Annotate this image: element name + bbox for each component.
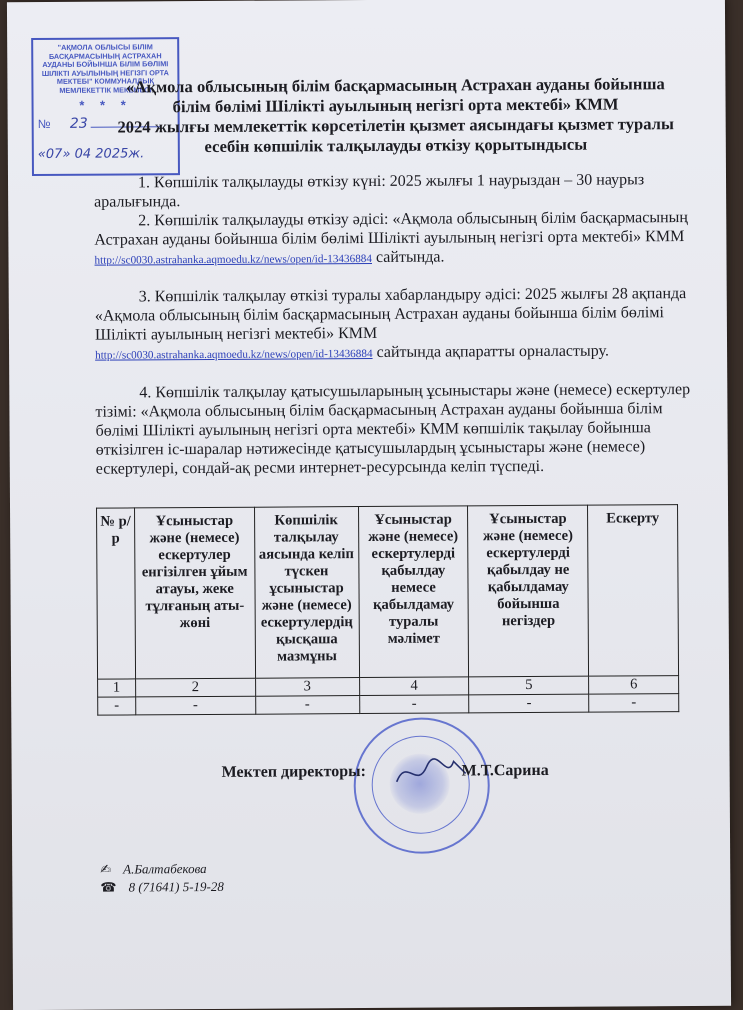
phone-icon: ☎ bbox=[100, 880, 117, 896]
table-cell: 2 bbox=[135, 678, 255, 697]
document-title bbox=[85, 74, 705, 158]
pen-icon: ✍ bbox=[100, 862, 112, 878]
signature-scribble-icon bbox=[392, 751, 472, 791]
table-cell: 3 bbox=[255, 678, 359, 697]
table-cell: - bbox=[136, 696, 256, 715]
stamp-stars: * * * bbox=[79, 97, 132, 113]
table-cell: - bbox=[98, 697, 136, 715]
paragraph-2-tail: сайтында. bbox=[371, 248, 445, 266]
table-header: Ұсыныстар және (немесе) ескертулерді қабылдау немесе қабылдамау туралы мәлімет bbox=[358, 506, 469, 678]
table-header: Ұсыныстар және (немесе) ескертулерді қабылдау не қабылдамау бойынша негіздер bbox=[468, 505, 589, 677]
title-line-2: білім бөлімі Шілікті ауылының негізгі орта мектебі» КММ bbox=[172, 94, 619, 117]
paragraph-3 bbox=[95, 284, 705, 366]
document-page bbox=[7, 0, 731, 1010]
signature-block bbox=[221, 761, 549, 782]
signature-label: Мектеп директоры: bbox=[221, 763, 366, 781]
footer-phone bbox=[100, 879, 224, 896]
paragraph-2 bbox=[94, 208, 704, 271]
paragraph-2-link[interactable]: http://sc0030.astrahanka.aqmoedu.kz/news/open/id-13436884 bbox=[94, 252, 373, 267]
paragraph-3-tail: сайтында ақпаратты орналастыру. bbox=[372, 342, 609, 361]
table-cell: - bbox=[359, 695, 469, 714]
paragraph-3-link[interactable]: http://sc0030.astrahanka.aqmoedu.kz/news/open/id-13436884 bbox=[95, 347, 373, 362]
table-cell: 5 bbox=[469, 676, 589, 695]
title-line-3: 2024 жылғы мемлекеттік көрсетілетін қызмет аясындағы қызмет туралы bbox=[117, 114, 674, 137]
table-header: Ескерту bbox=[588, 505, 679, 677]
stamp-number-prefix: № bbox=[37, 116, 51, 132]
signature-name: М.Т.Сарина bbox=[461, 761, 549, 780]
stamp-number: 23 bbox=[69, 115, 88, 132]
table-header: № р/р bbox=[97, 508, 136, 679]
title-line-1: «Ақмола облысының білім басқармасының Астрахан ауданы бойынша bbox=[126, 74, 665, 97]
table-header: Ұсыныстар және (немесе) ескертулер енгізілген ұйым атауы, жеке тұлғаның аты-жөні bbox=[134, 507, 255, 679]
title-line-4: есебін көпшілік талқылауды өткізу қорытындысы bbox=[204, 134, 588, 156]
author-name: А.Балтабекова bbox=[123, 860, 207, 877]
proposals-table bbox=[96, 504, 679, 716]
footer-author bbox=[100, 861, 207, 878]
paragraph-4-text: 4. Көпшілік талқылау қатысушыларының ұсыныстары және (немесе) ескертулер тізімі: «Ақмола облысының білім басқармасының Астрахан ауданы бойынша білім бөлімі Шілікті ауылының негізгі орта мектебі» КММ көпшілік тақылау бойынша өткізілген іс-шаралар нәтижесінде қатысушылардың ұсыныстары және (немесе) ескертулері, сондай-ақ ресми интернет-ресурсында келіп түспеді. bbox=[95, 381, 691, 478]
paragraph-4 bbox=[95, 380, 706, 479]
table-cell: 4 bbox=[359, 677, 469, 696]
table-header: Көпшілік талқылау аясында келіп түскен ұсыныстар және (немесе) ескертулердің қысқаша мазмұны bbox=[254, 507, 359, 679]
table-cell: - bbox=[255, 696, 359, 715]
phone-number: 8 (71641) 5-19-28 bbox=[128, 878, 224, 895]
table-cell: 1 bbox=[98, 679, 136, 697]
table-header-row bbox=[97, 505, 679, 680]
table-cell: 6 bbox=[589, 676, 679, 695]
paragraph-1 bbox=[94, 170, 704, 212]
paragraph-2-text: 2. Көпшілік талқылауды өткізу әдісі: «Ақмола облысының білім басқармасының Астрахан ауданы бойынша білім бөлімі Шілікті ауылының негізгі орта мектебі» КММ bbox=[94, 209, 688, 249]
table-cell: - bbox=[469, 694, 589, 713]
table-cell: - bbox=[589, 694, 679, 713]
paragraph-1-text: 1. Көпшілік талқылауды өткізу күні: 2025 жылғы 1 наурыздан – 30 наурыз аралығында. bbox=[94, 171, 645, 211]
table-row bbox=[98, 694, 679, 716]
stamp-organization: "АҚМОЛА ОБЛЫСЫ БІЛІМ БАСҚАРМАСЫНЫҢ АСТРАХАН АУДАНЫ БОЙЫНША БІЛІМ БӨЛІМІ ШІЛІКТІ АУЫЛЫНЫҢ НЕГІЗГІ ОРТА МЕКТЕБІ" КОММУНАЛДЫҚ МЕМЛЕКЕТТІК МЕКЕМЕСІ bbox=[41, 42, 169, 95]
stamp-date: «07» 04 2025ж. bbox=[37, 146, 145, 163]
paragraph-3-text: 3. Көпшілік талқылау өткізі туралы хабарландыру әдісі: 2025 жылғы 28 ақпанда «Ақмола облысының білім басқармасының Астрахан ауданы бойынша білім бөлімі Шілікті ауылының негізгі мектебі» КММ bbox=[94, 285, 687, 344]
